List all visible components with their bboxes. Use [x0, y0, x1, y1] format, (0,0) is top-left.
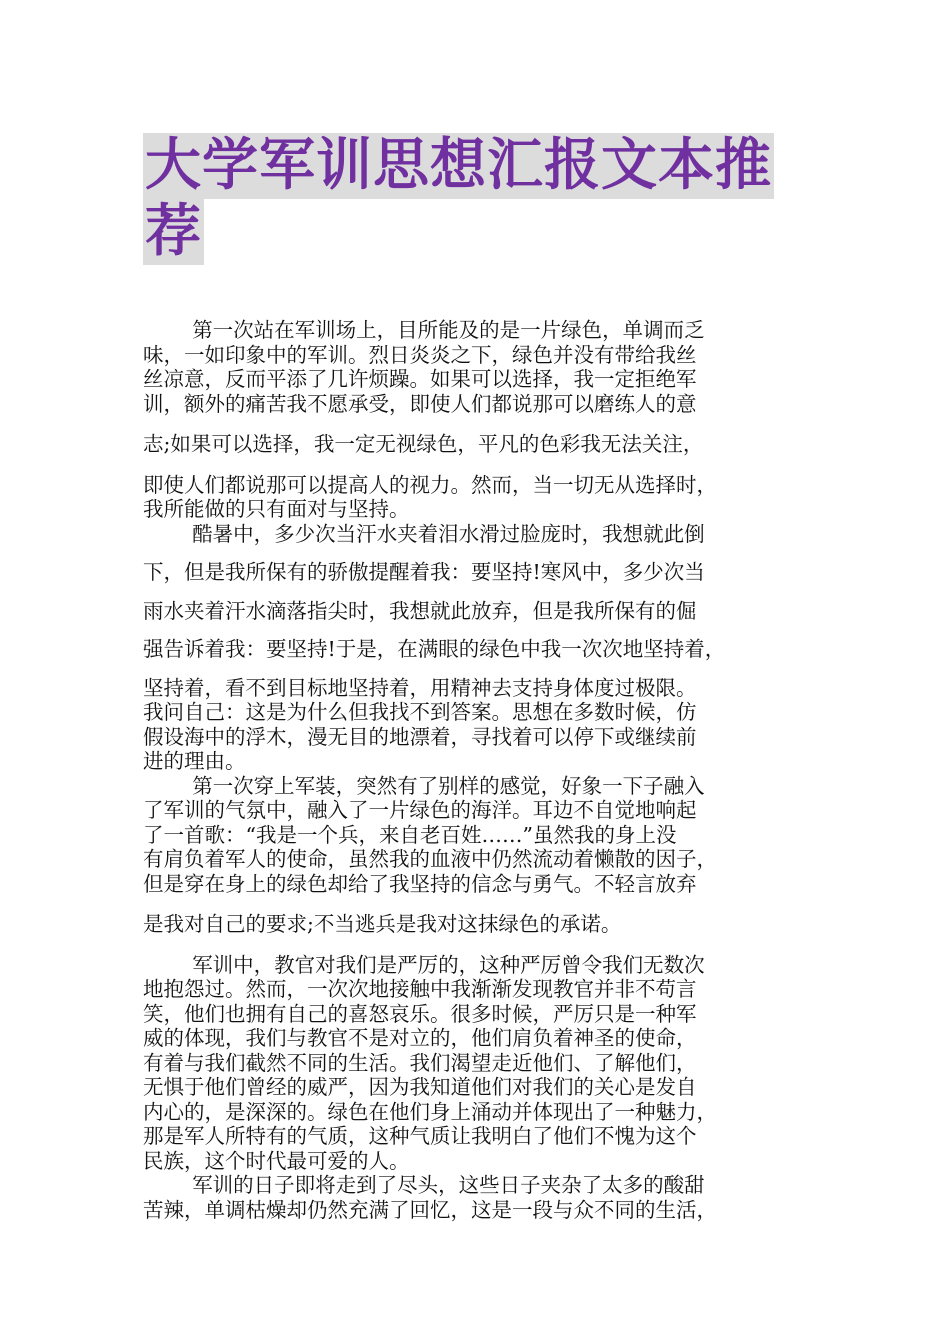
text-line: 第一次站在军训场上，目所能及的是一片绿色，单调而乏	[192, 318, 705, 342]
text-line: 了一首歌：“我是一个兵，来自老百姓……”虽然我的身上没	[143, 822, 677, 847]
text-line: 味，一如印象中的军训。烈日炎炎之下，绿色并没有带给我丝	[143, 342, 697, 367]
text-line: 地抱怨过。然而，一次次地接触中我渐渐发现教官并非不苟言	[143, 977, 697, 1001]
text-line: 训，额外的痛苦我不愿承受，即使人们都说那可以磨练人的意	[143, 391, 697, 416]
text-line: 了军训的气氛中，融入了一片绿色的海洋。耳边不自觉地响起	[143, 798, 697, 822]
text-line: 假设海中的浮木，漫无目的地漂着，寻找着可以停下或继续前	[143, 724, 697, 749]
text-line: 无惧于他们曾经的威严，因为我知道他们对我们的关心是发自	[143, 1075, 697, 1099]
text-line: 苦辣，单调枯燥却仍然充满了回忆，这是一段与众不同的生活，	[143, 1197, 717, 1222]
text-line: 但是穿在身上的绿色却给了我坚持的信念与勇气。不轻言放弃	[143, 871, 697, 896]
text-line: 我问自己：这是为什么但我找不到答案。思想在多数时候，仿	[143, 700, 697, 724]
title-line-2: 荐	[145, 199, 202, 264]
text-line: 军训的日子即将走到了尽头，这些日子夹杂了太多的酸甜	[192, 1173, 705, 1197]
text-line: 威的体现，我们与教官不是对立的，他们肩负着神圣的使命，	[143, 1026, 697, 1050]
text-line: 民族，这个时代最可爱的人。	[143, 1148, 410, 1173]
paragraph-1	[143, 318, 811, 522]
text-line: 强告诉着我：要坚持!于是，在满眼的绿色中我一次次地坚持着，	[143, 637, 726, 661]
text-line: 酷暑中，多少次当汗水夹着泪水滑过脸庞时，我想就此倒	[192, 521, 705, 546]
text-line: 笑，他们也拥有自己的喜怒哀乐。很多时候，严厉只是一种军	[143, 1001, 697, 1026]
text-line: 有着与我们截然不同的生活。我们渴望走近他们、了解他们，	[143, 1050, 697, 1075]
text-line: 是我对自己的要求;不当逃兵是我对这抹绿色的承诺。	[143, 912, 622, 936]
text-line: 志;如果可以选择，我一定无视绿色，平凡的色彩我无法关注，	[143, 432, 704, 456]
text-line: 军训中，教官对我们是严厉的，这种严厉曾令我们无数次	[192, 952, 705, 977]
text-line: 雨水夹着汗水滴落指尖时，我想就此放弃，但是我所保有的倔	[143, 598, 697, 623]
title-line-1: 大学军训思想汇报文本推	[145, 133, 772, 198]
text-line: 即使人们都说那可以提高人的视力。然而，当一切无从选择时，	[143, 472, 717, 497]
text-line: 进的理由。	[143, 749, 246, 773]
text-line: 丝凉意，反而平添了几许烦躁。如果可以选择，我一定拒绝军	[143, 367, 697, 391]
document-title	[143, 133, 808, 265]
text-line: 第一次穿上军装，突然有了别样的感觉，好象一下子融入	[192, 773, 705, 798]
paragraph-2	[143, 522, 811, 774]
text-line: 坚持着，看不到目标地坚持着，用精神去支持身体度过极限。	[143, 675, 697, 700]
text-line: 内心的，是深深的。绿色在他们身上涌动并体现出了一种魅力，	[143, 1099, 717, 1124]
paragraph-5	[143, 1173, 811, 1222]
paragraph-4	[143, 953, 811, 1174]
text-line: 下，但是我所保有的骄傲提醒着我：要坚持!寒风中，多少次当	[143, 560, 705, 584]
text-line: 有肩负着军人的使命，虽然我的血液中仍然流动着懒散的因子，	[143, 847, 717, 871]
paragraph-3	[143, 774, 811, 953]
text-line: 我所能做的只有面对与坚持。	[143, 497, 410, 521]
text-line: 那是军人所特有的气质，这种气质让我明白了他们不愧为这个	[143, 1124, 697, 1148]
document-body	[143, 318, 811, 1222]
